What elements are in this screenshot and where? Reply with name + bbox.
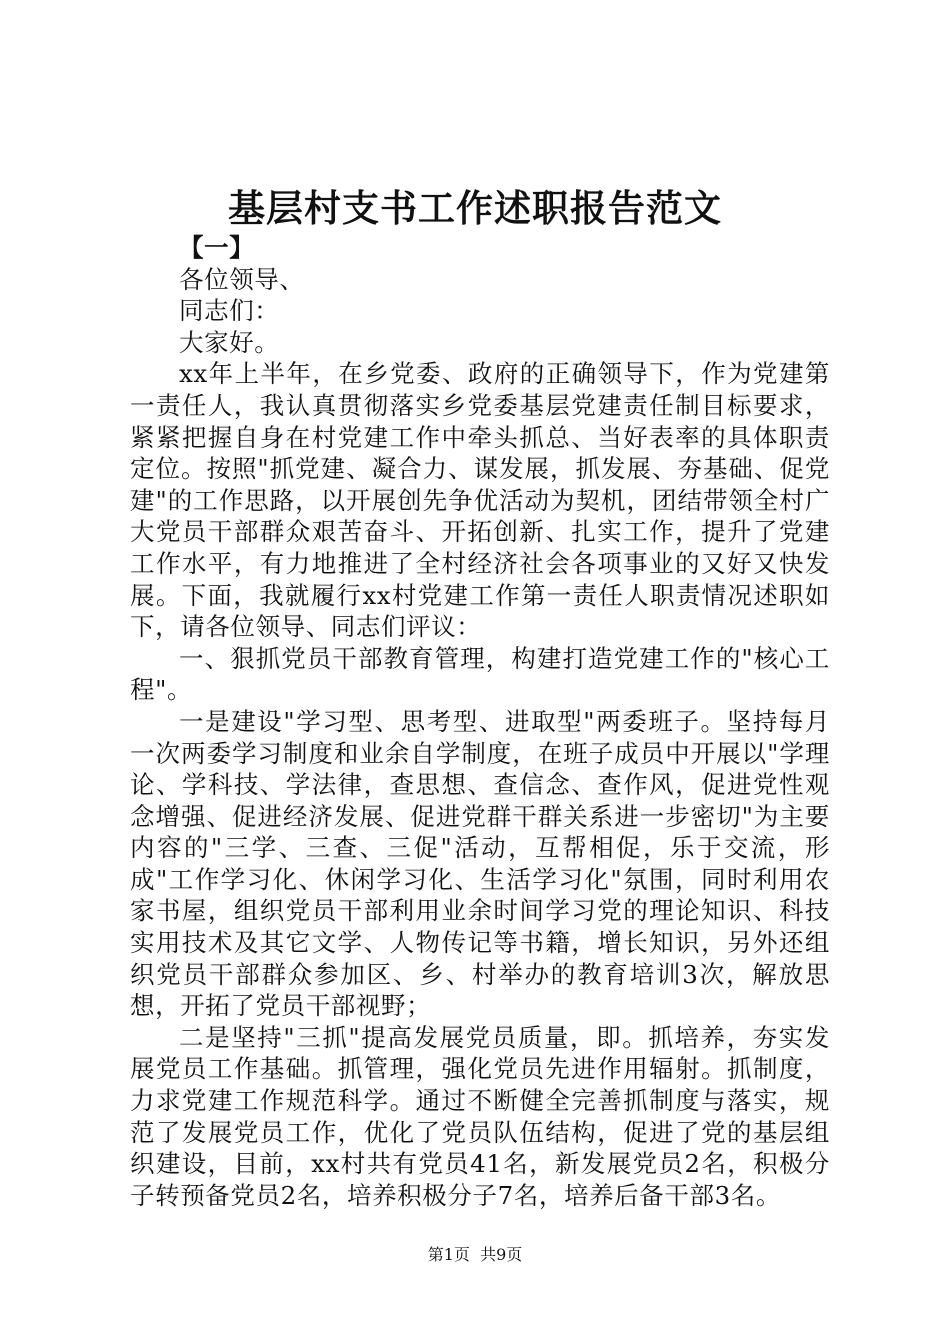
salutation-line: 同志们：	[179, 296, 280, 326]
greeting-line: 大家好。	[179, 327, 280, 357]
salutation-line: 各位领导、	[179, 264, 305, 294]
page-number: 第1页 共9页	[427, 1245, 523, 1264]
body-paragraph: 一是建设"学习型、思考型、进取型"两委班子。坚持每月一次两委学习制度和业余自学制度，在班子成员中开展以"学理论、学科技、学法律，查思想、查信念、查作风，促进党性观念增强、促进经济发展、促进党群干群关系进一步密切"为主要内容的"三学、三查、三促"活动，互帮相促，乐于交流，形成"工作学习化、休闲学习化、生活学习化"氛围，同时利用农家书屋，组织党员干部利用业余时间学习党的理论知识、科技实用技术及其它文学、人物传记等书籍，增长知识，另外还组织党员干部群众参加区、乡、村举办的教育培训3次，解放思想，开拓了党员干部视野；	[130, 706, 830, 1021]
body-paragraph: xx年上半年，在乡党委、政府的正确领导下，作为党建第一责任人，我认真贯彻落实乡党委基层党建责任制目标要求，紧紧把握自身在村党建工作中牵头抓总、当好表率的具体职责定位。按照"抓党建、凝合力、谋发展，抓发展、夯基础、促党建"的工作思路，以开展创先争优活动为契机，团结带领全村广大党员干部群众艰苦奋斗、开拓创新、扎实工作，提升了党建工作水平，有力地推进了全村经济社会各项事业的又好又快发展。下面，我就履行xx村党建工作第一责任人职责情况述职如下，请各位领导、同志们评议：	[130, 359, 830, 642]
page-footer	[0, 1244, 950, 1266]
body-paragraph: 二是坚持"三抓"提高发展党员质量，即。抓培养，夯实发展党员工作基础。抓管理，强化党员先进作用辐射。抓制度，力求党建工作规范科学。通过不断健全完善抓制度与落实，规范了发展党员工作，优化了党员队伍结构，促进了党的基层组织建设，目前，xx村共有党员41名，新发展党员2名，积极分子转预备党员2名，培养积极分子7名，培养后备干部3名。	[130, 1022, 830, 1210]
document-body	[130, 232, 830, 1211]
section-heading: 一、狠抓党员干部教育管理，构建打造党建工作的"核心工程"。	[130, 643, 830, 705]
document-title: 基层村支书工作述职报告范文	[228, 186, 722, 230]
section-marker: 【一】	[179, 233, 255, 262]
